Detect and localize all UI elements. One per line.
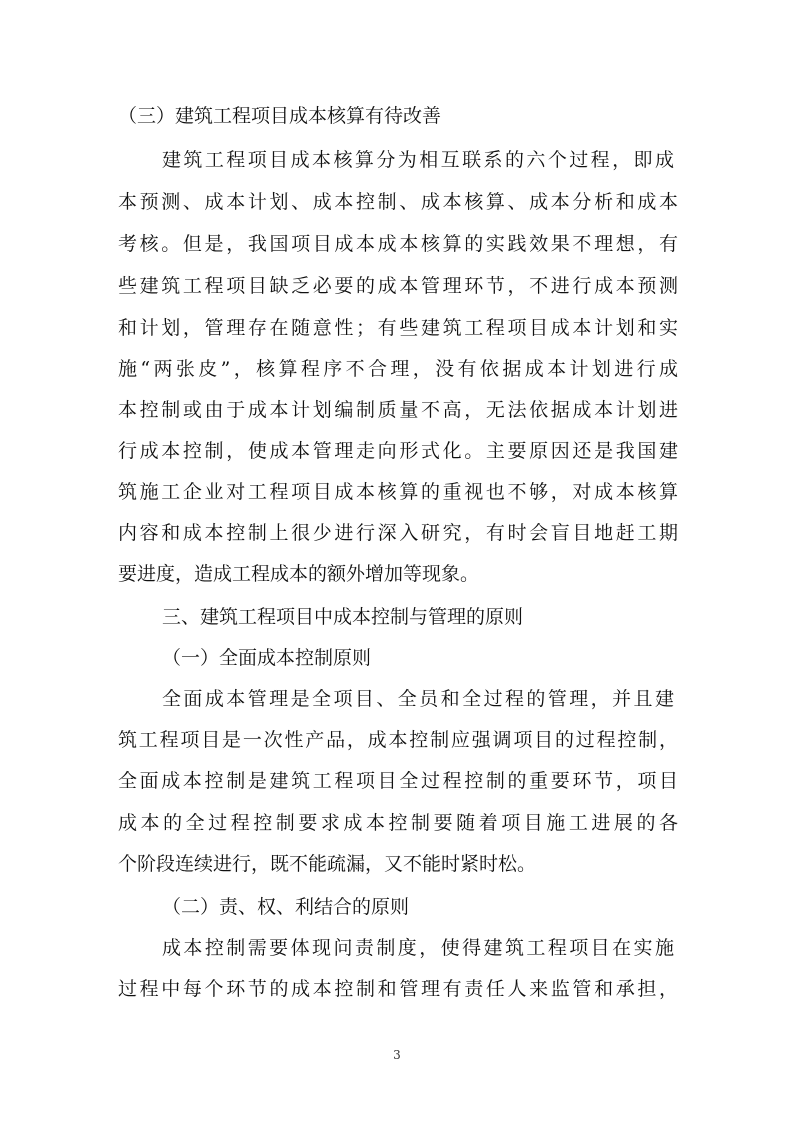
paragraph-line: 个阶段连续进行，既不能疏漏，又不能时紧时松。 — [118, 853, 537, 875]
paragraph-line: 筑施工企业对工程项目成本核算的重视也不够，对成本核算 — [118, 481, 678, 503]
page-number: 3 — [393, 1048, 401, 1062]
paragraph-line: 施“两张皮”，核算程序不合理，没有依据成本计划进行成 — [118, 358, 678, 380]
paragraph-line: 和计划，管理存在随意性；有些建筑工程项目成本计划和实 — [118, 317, 678, 339]
paragraph-line: 成本控制需要体现问责制度，使得建筑工程项目在实施 — [162, 937, 674, 959]
paragraph-line: 考核。但是，我国项目成本成本核算的实践效果不理想，有 — [118, 233, 678, 255]
paragraph-line: 些建筑工程项目缺乏必要的成本管理环节，不进行成本预测 — [118, 275, 678, 297]
paragraph-line: 内容和成本控制上很少进行深入研究，有时会盲目地赶工期 — [118, 522, 678, 544]
paragraph-line: 本控制或由于成本计划编制质量不高，无法依据成本计划进 — [118, 399, 678, 421]
section-heading: 三、建筑工程项目中成本控制与管理的原则 — [162, 606, 524, 628]
section-heading: （三）建筑工程项目成本核算有待改善 — [118, 105, 442, 127]
paragraph-line: 本预测、成本计划、成本控制、成本核算、成本分析和成本 — [118, 191, 678, 213]
paragraph-line: 全面成本控制是建筑工程项目全过程控制的重要环节，项目 — [118, 770, 678, 792]
subsection-heading: （二）责、权、利结合的原则 — [162, 896, 410, 918]
paragraph-line: 建筑工程项目成本核算分为相互联系的六个过程，即成 — [162, 149, 674, 171]
paragraph-line: 全面成本管理是全项目、全员和全过程的管理，并且建 — [162, 688, 674, 710]
paragraph-line: 要进度，造成工程成本的额外增加等现象。 — [118, 563, 480, 585]
paragraph-line: 行成本控制，使成本管理走向形式化。主要原因还是我国建 — [118, 440, 678, 462]
paragraph-line: 筑工程项目是一次性产品，成本控制应强调项目的过程控制， — [118, 729, 678, 751]
paragraph-line: 过程中每个环节的成本控制和管理有责任人来监管和承担， — [118, 978, 678, 1000]
subsection-heading: （一）全面成本控制原则 — [162, 647, 372, 669]
paragraph-line: 成本的全过程控制要求成本控制要随着项目施工进展的各 — [118, 812, 678, 834]
